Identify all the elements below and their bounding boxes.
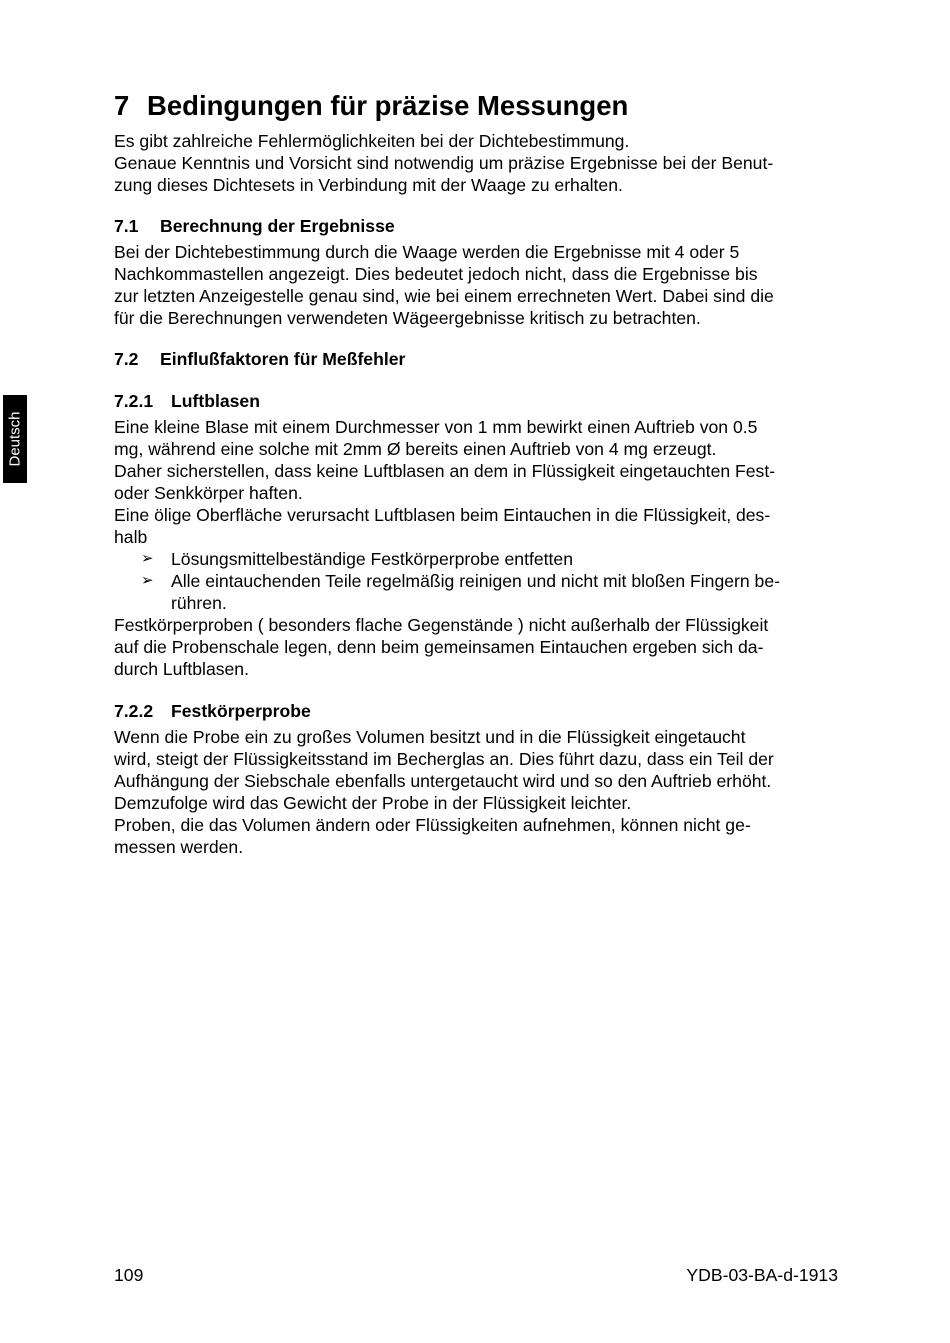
- paragraph-line: Eine kleine Blase mit einem Durchmesser von 1 mm bewirkt einen Auftrieb von 0.5: [114, 417, 758, 437]
- section-title: Einflußfaktoren für Meßfehler: [160, 349, 406, 369]
- list-item-line: Alle eintauchenden Teile regelmäßig reinigen und nicht mit bloßen Fingern be-: [171, 571, 780, 591]
- section-7-2-1-paragraph: [114, 416, 839, 548]
- list-item-line: rühren.: [171, 593, 227, 613]
- page-number: 109: [114, 1265, 144, 1285]
- bullet-list: [114, 548, 839, 614]
- page-content: [114, 88, 839, 858]
- list-item-line: Lösungsmittelbeständige Festkörperprobe entfetten: [171, 549, 573, 569]
- section-number: 7.2: [114, 349, 139, 369]
- paragraph-line: Aufhängung der Siebschale ebenfalls untergetaucht wird und so den Auftrieb erhöht.: [114, 771, 772, 791]
- section-7-1-paragraph: [114, 241, 839, 329]
- paragraph-line: Wenn die Probe ein zu großes Volumen besitzt und in die Flüssigkeit eingetaucht: [114, 727, 746, 747]
- arrow-bullet-icon: ➢: [141, 550, 154, 567]
- paragraph-line: oder Senkkörper haften.: [114, 483, 303, 503]
- paragraph-line: Eine ölige Oberfläche verursacht Luftblasen beim Eintauchen in die Flüssigkeit, des-: [114, 505, 771, 525]
- intro-line: Genaue Kenntnis und Vorsicht sind notwendig um präzise Ergebnisse bei der Benut-: [114, 153, 774, 173]
- paragraph-line: messen werden.: [114, 837, 244, 857]
- list-item: [114, 570, 839, 614]
- list-item: [114, 548, 839, 570]
- section-title: Luftblasen: [171, 391, 260, 411]
- paragraph-line: auf die Probenschale legen, denn beim gemeinsamen Eintauchen ergeben sich da-: [114, 637, 764, 657]
- chapter-title: Bedingungen für präzise Messungen: [147, 90, 629, 121]
- section-number: 7.2.1: [114, 391, 154, 411]
- language-tab-label: Deutsch: [6, 411, 24, 467]
- paragraph-line: Nachkommastellen angezeigt. Dies bedeutet jedoch nicht, dass die Ergebnisse bis: [114, 264, 758, 284]
- paragraph-line: Bei der Dichtebestimmung durch die Waage werden die Ergebnisse mit 4 oder 5: [114, 242, 740, 262]
- paragraph-line: Festkörperproben ( besonders flache Gegenstände ) nicht außerhalb der Flüssigkeit: [114, 615, 769, 635]
- section-7-2-heading: [114, 348, 839, 370]
- section-number: 7.1: [114, 216, 139, 236]
- section-7-2-2-heading: [114, 700, 839, 722]
- section-number: 7.2.2: [114, 701, 154, 721]
- paragraph-line: Proben, die das Volumen ändern oder Flüssigkeiten aufnehmen, können nicht ge-: [114, 815, 751, 835]
- paragraph-line: zur letzten Anzeigestelle genau sind, wie bei einem errechneten Wert. Dabei sind die: [114, 286, 774, 306]
- section-7-1-heading: [114, 215, 839, 237]
- document-id: YDB-03-BA-d-1913: [686, 1265, 838, 1285]
- paragraph-line: Demzufolge wird das Gewicht der Probe in der Flüssigkeit leichter.: [114, 793, 632, 813]
- intro-paragraph: [114, 130, 839, 196]
- intro-line: zung dieses Dichtesets in Verbindung mit der Waage zu erhalten.: [114, 175, 623, 195]
- section-7-2-1-heading: [114, 390, 839, 412]
- paragraph-line: durch Luftblasen.: [114, 659, 249, 679]
- language-tab: [3, 395, 27, 483]
- section-7-2-1-paragraph-continued: [114, 614, 839, 680]
- paragraph-line: für die Berechnungen verwendeten Wägeergebnisse kritisch zu betrachten.: [114, 308, 701, 328]
- paragraph-line: Daher sicherstellen, dass keine Luftblasen an dem in Flüssigkeit eingetauchten Fest-: [114, 461, 776, 481]
- section-title: Berechnung der Ergebnisse: [160, 216, 395, 236]
- paragraph-line: halb: [114, 527, 148, 547]
- chapter-heading: [114, 88, 839, 124]
- intro-line: Es gibt zahlreiche Fehlermöglichkeiten bei der Dichtebestimmung.: [114, 131, 630, 151]
- paragraph-line: wird, steigt der Flüssigkeitsstand im Becherglas an. Dies führt dazu, dass ein Teil der: [114, 749, 774, 769]
- section-7-2-2-paragraph: [114, 726, 839, 858]
- arrow-bullet-icon: ➢: [141, 572, 154, 589]
- chapter-number: 7: [114, 90, 130, 121]
- paragraph-line: mg, während eine solche mit 2mm Ø bereits einen Auftrieb von 4 mg erzeugt.: [114, 439, 717, 459]
- section-title: Festkörperprobe: [171, 701, 311, 721]
